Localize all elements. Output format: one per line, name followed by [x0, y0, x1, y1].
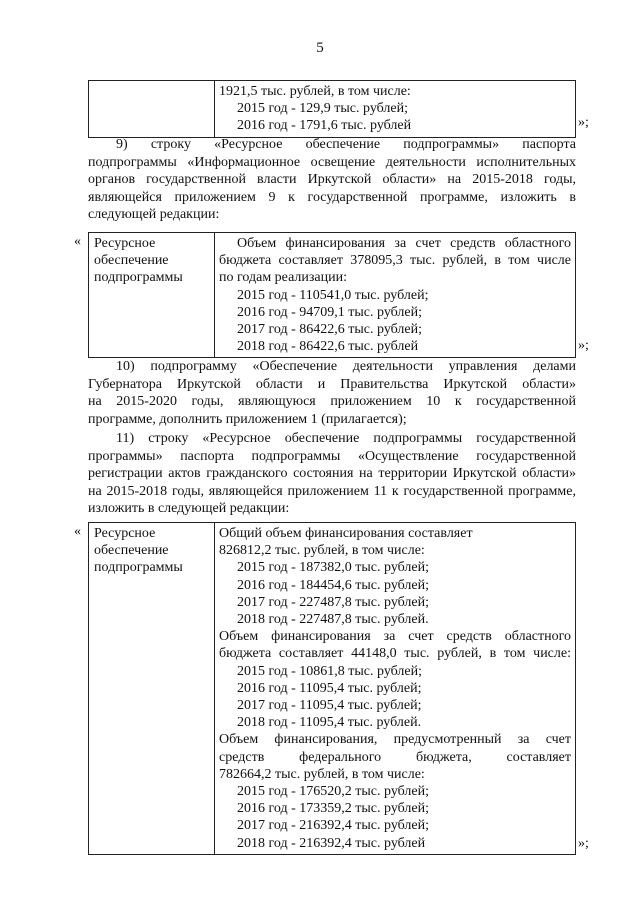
- paragraph-line: на 2015-2018 годы, являющейся приложением 11 к государственной программе,: [88, 483, 576, 499]
- right-cell-line: 2017 год - 11095,4 тыс. рублей;: [237, 698, 422, 714]
- opening-quote: «: [74, 234, 81, 249]
- table-top-continuation: [88, 80, 576, 138]
- table-top-line: 2016 год - 1791,6 тыс. рублей: [237, 118, 412, 134]
- right-cell-line: 2017 год - 216392,4 тыс. рублей;: [237, 818, 430, 834]
- opening-quote: «: [74, 524, 81, 539]
- paragraph-line: изложить в следующей редакции:: [88, 501, 290, 516]
- paragraph-11: [88, 430, 576, 518]
- paragraph-line: на 2015-2020 годы, являющуюся приложением 10 к государственной: [88, 394, 576, 409]
- paragraph-line: органов государственной власти Иркутской области» на 2015-2018 годы,: [88, 172, 576, 187]
- right-cell-line: 2015 год - 10861,8 тыс. рублей;: [237, 663, 423, 679]
- table-resource-9: [88, 232, 576, 358]
- right-cell-line: бюджета составляет 44148,0 тыс. рублей, в том числе:: [219, 646, 571, 662]
- paragraph-9: [88, 136, 576, 224]
- table-resource-11: [88, 522, 576, 855]
- right-cell-line: 2017 год - 227487,8 тыс. рублей;: [237, 594, 430, 610]
- paragraph-line: подпрограммы «Информационное освещение деятельности исполнительных: [88, 154, 576, 170]
- table-3-left-cell: [89, 523, 215, 854]
- right-cell-line: бюджета составляет 378095,3 тыс. рублей, в том числе: [219, 253, 571, 269]
- paragraph-line: 9) строку «Ресурсное обеспечение подпрограммы» паспорта: [116, 137, 576, 152]
- left-cell-line: подпрограммы: [94, 560, 183, 576]
- right-cell-line: 2015 год - 110541,0 тыс. рублей;: [237, 287, 429, 303]
- paragraph-line: следующей редакции:: [88, 207, 220, 222]
- table-2-left-cell: [89, 233, 215, 357]
- left-cell-line: Ресурсное: [94, 236, 156, 251]
- table-3-right-cell: [215, 523, 575, 854]
- paragraph-line: программы» паспорта подпрограммы «Осуществление государственной: [88, 448, 576, 464]
- table-top-left-cell: [89, 81, 215, 137]
- right-cell-line: 826812,2 тыс. рублей, в том числе:: [219, 543, 425, 559]
- paragraph-10: [88, 358, 576, 428]
- right-cell-line: 2018 год - 86422,6 тыс. рублей: [237, 339, 419, 355]
- right-cell-line: по годам реализации:: [219, 270, 347, 286]
- table-2-right-cell: [215, 233, 575, 357]
- closing-quote: »;: [578, 836, 589, 851]
- right-cell-line: 2016 год - 11095,4 тыс. рублей;: [237, 680, 422, 696]
- right-cell-line: Объем финансирования за счет средств областного: [237, 236, 571, 251]
- right-cell-line: 2017 год - 86422,6 тыс. рублей;: [237, 322, 423, 338]
- right-cell-line: 2018 год - 11095,4 тыс. рублей.: [237, 715, 422, 731]
- left-cell-line: обеспечение: [94, 543, 169, 559]
- right-cell-line: 2018 год - 216392,4 тыс. рублей: [237, 835, 426, 851]
- table-top-line: 2015 год - 129,9 тыс. рублей;: [237, 101, 409, 117]
- right-cell-line: Объем финансирования за счет средств областного: [219, 629, 571, 645]
- left-cell-line: Ресурсное: [94, 526, 156, 541]
- right-cell-line: Объем финансирования, предусмотренный за счет: [219, 732, 571, 748]
- right-cell-line: 2015 год - 176520,2 тыс. рублей;: [237, 784, 430, 800]
- table-top-line: 1921,5 тыс. рублей, в том числе:: [219, 84, 411, 99]
- left-cell-line: подпрограммы: [94, 270, 183, 286]
- paragraph-line: программе, дополнить приложением 1 (прилагается);: [88, 411, 407, 427]
- right-cell-line: 2016 год - 173359,2 тыс. рублей;: [237, 801, 430, 817]
- right-cell-line: Общий объем финансирования составляет: [219, 526, 473, 541]
- closing-quote: »;: [578, 338, 589, 353]
- right-cell-line: 782664,2 тыс. рублей, в том числе:: [219, 766, 425, 782]
- right-cell-line: 2016 год - 184454,6 тыс. рублей;: [237, 577, 430, 593]
- table-top-right-cell: [215, 81, 575, 137]
- right-cell-line: 2016 год - 94709,1 тыс. рублей;: [237, 304, 423, 320]
- page-number: 5: [316, 40, 324, 56]
- right-cell-line: 2015 год - 187382,0 тыс. рублей;: [237, 560, 430, 576]
- paragraph-line: Губернатора Иркутской области и Правительства Иркутской области»: [88, 376, 576, 392]
- left-cell-line: обеспечение: [94, 253, 169, 269]
- right-cell-line: 2018 год - 227487,8 тыс. рублей.: [237, 612, 429, 628]
- paragraph-line: регистрации актов гражданского состояния на территории Иркутской области»: [88, 466, 576, 481]
- paragraph-line: являющейся приложением 9 к государственной программе, изложить в: [88, 189, 576, 205]
- closing-quote: »;: [578, 115, 589, 130]
- right-cell-line: средств федерального бюджета, составляет: [219, 749, 571, 765]
- paragraph-line: 11) строку «Ресурсное обеспечение подпрограммы государственной: [116, 431, 576, 446]
- paragraph-line: 10) подпрограмму «Обеспечение деятельности управления делами: [116, 359, 576, 374]
